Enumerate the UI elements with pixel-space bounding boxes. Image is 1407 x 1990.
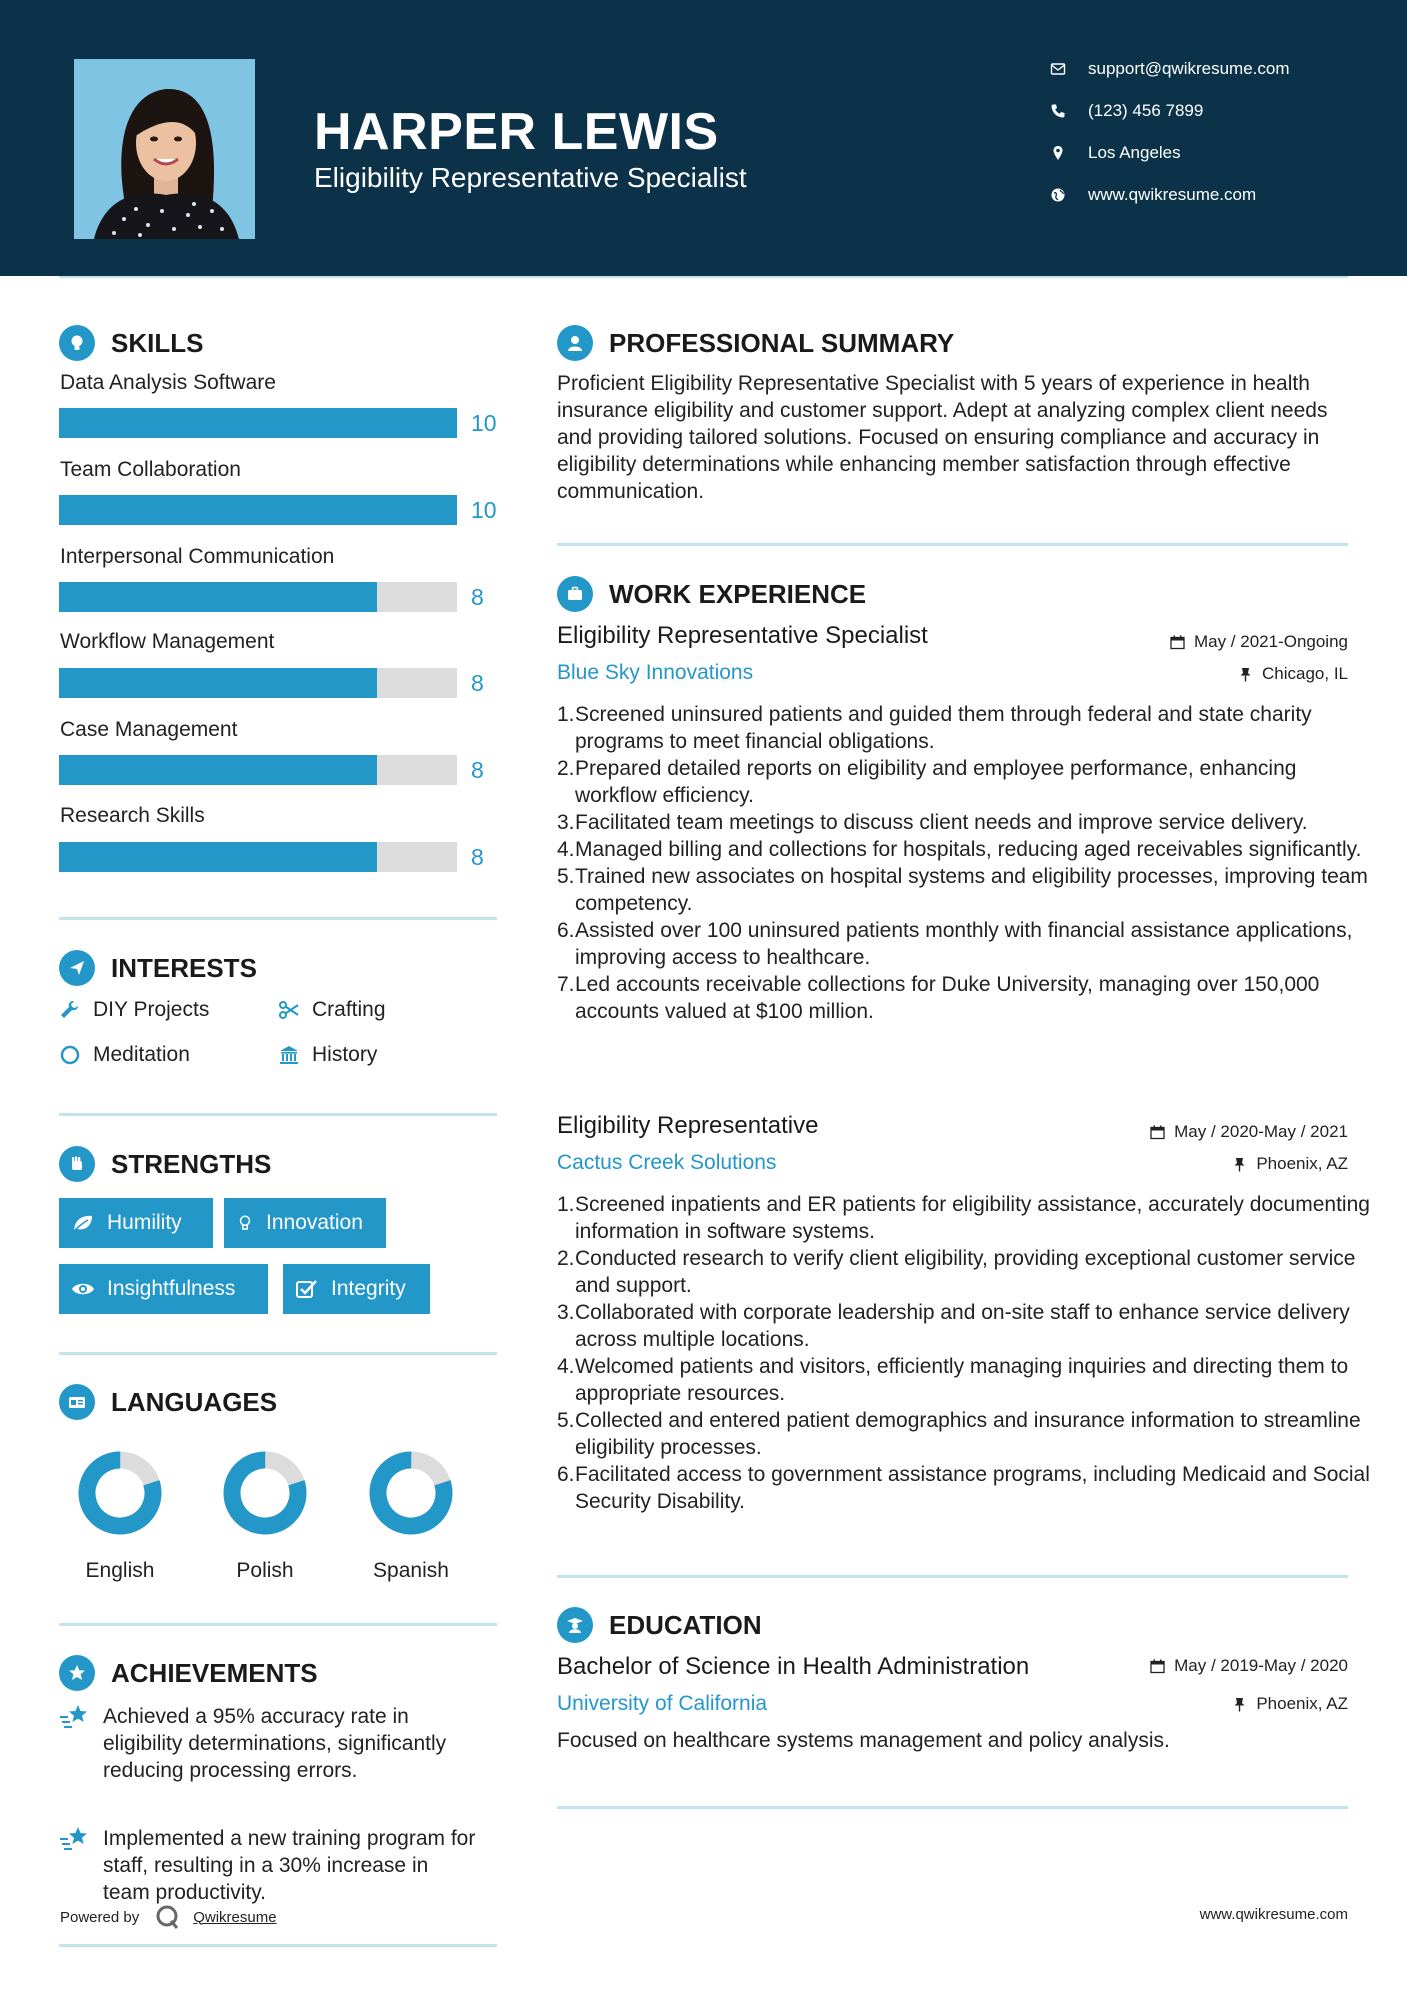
skill-value: 8	[471, 584, 484, 610]
museum-icon	[278, 1044, 300, 1066]
envelope-icon	[1050, 61, 1066, 77]
skill-value: 8	[471, 844, 484, 870]
summary-text: Proficient Eligibility Representative Specialist with 5 years of experience in health insurance eligibility and customer support. Adept at analyzing complex client needs and providing tailored solutions. Focused on ensuring compliance and accuracy in eligibility determinations while enhancing member satisfaction through effective communication.	[557, 372, 1328, 503]
achievement-item: Implemented a new training program for staff, resulting in a 30% increase in team productivity.	[59, 1825, 479, 1906]
candidate-name: HARPER LEWIS	[314, 103, 719, 161]
list-item: 4. Welcomed patients and visitors, efficiently managing inquiries and directing them to appropriate resources.	[557, 1355, 1349, 1405]
section-divider	[59, 1623, 497, 1626]
education-dates: May / 2019-May / 2020	[1150, 1656, 1348, 1676]
pushpin-icon	[1232, 1157, 1247, 1172]
skill-name: Research Skills	[60, 804, 205, 827]
language-donut	[220, 1448, 310, 1538]
shooting-star-icon	[59, 1703, 91, 1731]
eye-icon	[71, 1278, 95, 1300]
strength-badge: Humility	[59, 1198, 213, 1248]
job-title: Eligibility Representative	[557, 1112, 819, 1139]
language-name: Spanish	[373, 1559, 449, 1582]
job-location: Phoenix, AZ	[1232, 1154, 1348, 1174]
star-badge-icon	[59, 1655, 95, 1691]
achievements-heading: ACHIEVEMENTS	[59, 1655, 318, 1691]
section-divider	[59, 1944, 497, 1947]
qwikresume-link[interactable]: Qwikresume	[193, 1908, 277, 1926]
contact-email[interactable]: support@qwikresume.com	[1050, 59, 1290, 79]
qwikresume-logo-icon	[155, 1904, 181, 1930]
list-item: 3. Facilitated team meetings to discuss client needs and improve service delivery.	[557, 811, 1308, 834]
scissors-icon	[278, 999, 300, 1021]
section-divider	[59, 1113, 497, 1116]
strength-badge: Insightfulness	[59, 1264, 268, 1314]
interests-heading: INTERESTS	[59, 950, 257, 986]
section-divider	[557, 1575, 1348, 1578]
list-item: 4. Managed billing and collections for hospitals, reducing aged receivables significantly.	[557, 838, 1362, 861]
wrench-icon	[59, 999, 81, 1021]
header-divider	[59, 276, 1348, 278]
calendar-icon	[1150, 1659, 1165, 1674]
job-dates: May / 2020-May / 2021	[1150, 1122, 1348, 1142]
interest-item: Crafting	[278, 998, 386, 1022]
skill-value: 10	[471, 497, 497, 523]
job-title: Eligibility Representative Specialist	[557, 622, 928, 649]
language-donut	[75, 1448, 165, 1538]
strengths-heading: STRENGTHS	[59, 1146, 271, 1182]
education-heading: EDUCATION	[557, 1607, 762, 1643]
skill-name: Workflow Management	[60, 630, 275, 653]
school-name: University of California	[557, 1692, 768, 1715]
skill-bar	[59, 668, 457, 698]
interest-item: DIY Projects	[59, 998, 209, 1022]
section-divider	[59, 1352, 497, 1355]
pushpin-icon	[1232, 1697, 1247, 1712]
language-card-icon	[59, 1384, 95, 1420]
globe-icon	[1050, 187, 1066, 203]
language-name: Polish	[236, 1559, 294, 1582]
skill-name: Data Analysis Software	[60, 371, 276, 394]
list-item: 1. Screened uninsured patients and guided them through federal and state charity programs to meet financial obligations.	[557, 703, 1312, 753]
pushpin-icon	[1238, 667, 1253, 682]
skills-heading: SKILLS	[59, 325, 203, 361]
resume-header	[0, 0, 1407, 276]
footer-website[interactable]: www.qwikresume.com	[1199, 1906, 1348, 1923]
phone-icon	[1050, 103, 1066, 119]
user-icon	[557, 325, 593, 361]
fist-icon	[59, 1146, 95, 1182]
list-item: 5. Trained new associates on hospital systems and eligibility processes, improving team competency.	[557, 865, 1368, 915]
section-divider	[59, 917, 497, 920]
strength-badge: Integrity	[283, 1264, 430, 1314]
list-item: 5. Collected and entered patient demographics and insurance information to streamline eligibility processes.	[557, 1409, 1361, 1459]
skill-value: 8	[471, 757, 484, 783]
candidate-title: Eligibility Representative Specialist	[314, 162, 747, 193]
job-dates: May / 2021-Ongoing	[1170, 632, 1348, 652]
calendar-icon	[1150, 1125, 1165, 1140]
degree-title: Bachelor of Science in Health Administration	[557, 1653, 1030, 1680]
skill-bar	[59, 495, 457, 525]
lightbulb-icon	[236, 1212, 254, 1234]
skill-name: Interpersonal Communication	[60, 545, 335, 568]
company-name: Cactus Creek Solutions	[557, 1151, 777, 1174]
skill-value: 10	[471, 410, 497, 436]
language-item	[50, 1448, 190, 1583]
language-name: English	[85, 1559, 155, 1582]
languages-heading: LANGUAGES	[59, 1384, 277, 1420]
list-item: 7. Led accounts receivable collections for Duke University, managing over 150,000 accounts valued at $100 million.	[557, 973, 1320, 1023]
list-item: 6. Facilitated access to government assistance programs, including Medicaid and Social Security Disability.	[557, 1463, 1370, 1513]
skill-value: 8	[471, 670, 484, 696]
powered-by: Powered by Qwikresume	[60, 1904, 277, 1930]
job-bullet-list	[557, 1191, 1370, 1515]
job-location: Chicago, IL	[1238, 664, 1348, 684]
skill-bar	[59, 582, 457, 612]
contact-phone[interactable]: (123) 456 7899	[1050, 101, 1203, 121]
skill-name: Team Collaboration	[60, 458, 241, 481]
circle-icon	[59, 1044, 81, 1066]
skill-bar	[59, 755, 457, 785]
list-item: 6. Assisted over 100 uninsured patients monthly with financial assistance applications, improving access to healthcare.	[557, 919, 1353, 969]
summary-heading: PROFESSIONAL SUMMARY	[557, 325, 954, 361]
section-divider	[557, 543, 1348, 546]
list-item: 2. Prepared detailed reports on eligibility and employee performance, enhancing workflow efficiency.	[557, 757, 1297, 807]
language-donut	[366, 1448, 456, 1538]
contact-location: Los Angeles	[1050, 143, 1181, 163]
education-description: Focused on healthcare systems management and policy analysis.	[557, 1729, 1170, 1752]
graduate-icon	[557, 1607, 593, 1643]
interest-item: Meditation	[59, 1043, 190, 1067]
strength-badge: Innovation	[224, 1198, 386, 1248]
skill-name: Case Management	[60, 718, 238, 741]
skill-bar	[59, 408, 457, 438]
list-item: 2. Conducted research to verify client eligibility, providing exceptional customer service and support.	[557, 1247, 1356, 1297]
language-item	[195, 1448, 335, 1583]
checkbox-icon	[295, 1278, 319, 1300]
list-item: 1. Screened inpatients and ER patients for eligibility assistance, accurately documenting information in software systems.	[557, 1193, 1370, 1243]
skill-bar	[59, 842, 457, 872]
experience-heading: WORK EXPERIENCE	[557, 576, 866, 612]
achievement-item: Achieved a 95% accuracy rate in eligibility determinations, significantly reducing processing errors.	[59, 1703, 479, 1784]
company-name: Blue Sky Innovations	[557, 661, 754, 684]
leaf-icon	[71, 1212, 95, 1234]
paper-plane-icon	[59, 950, 95, 986]
lightbulb-icon	[59, 325, 95, 361]
section-divider	[557, 1806, 1348, 1809]
map-pin-icon	[1050, 145, 1066, 161]
calendar-icon	[1170, 635, 1185, 650]
interest-item: History	[278, 1043, 377, 1067]
job-bullet-list	[557, 701, 1370, 1025]
contact-website[interactable]: www.qwikresume.com	[1050, 185, 1256, 205]
shooting-star-icon	[59, 1825, 91, 1853]
profile-photo	[74, 59, 255, 239]
education-location: Phoenix, AZ	[1232, 1694, 1348, 1714]
briefcase-icon	[557, 576, 593, 612]
list-item: 3. Collaborated with corporate leadership and on-site staff to enhance service delivery across multiple locations.	[557, 1301, 1350, 1351]
language-item	[341, 1448, 481, 1583]
